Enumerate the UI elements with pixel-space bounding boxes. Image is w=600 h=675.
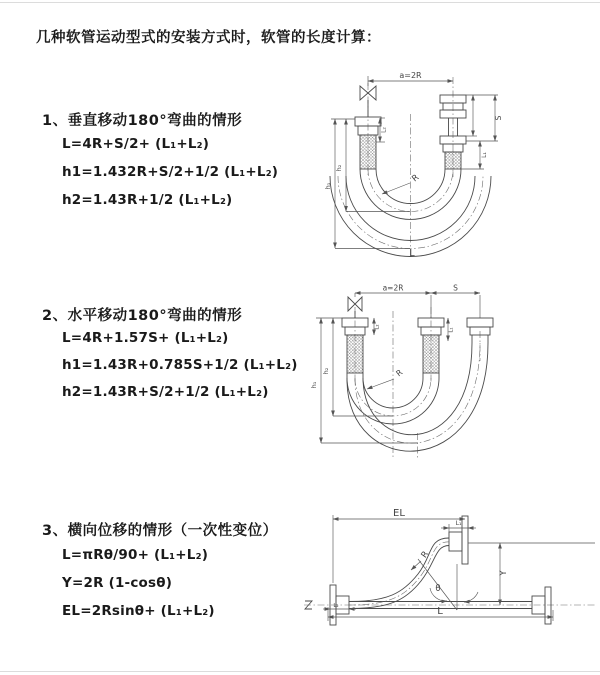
dimension-heights [316, 318, 418, 443]
dim-label-span: a=2R [382, 283, 404, 293]
dim-label-el: EL [393, 508, 405, 519]
angle-construction [418, 559, 478, 610]
section-3-formula-Y: Y=2R (1-cosθ) [62, 575, 173, 591]
dim-label-l1: L₁ [448, 327, 455, 333]
dim-label-h1: h₁ [324, 182, 332, 190]
section-3-formula-L: L=πRθ/90+ (L₁+L₂) [62, 547, 209, 563]
dim-label-radius: R [410, 172, 422, 185]
section-2-formula-h2: h2=1.43R+S/2+1/2 (L₁+L₂) [62, 384, 269, 400]
left-braided-hose-section [347, 335, 363, 373]
section-2-formula-h1: h1=1.43R+0.785S+1/2 (L₁+L₂) [62, 357, 298, 373]
dim-label-length: L [437, 606, 443, 617]
left-braided-hose-section [360, 135, 376, 169]
page-top-border [0, 2, 600, 3]
dim-label-l2: L₂ [333, 603, 339, 609]
dim-label-span: a=2R [399, 71, 422, 80]
centerlines [368, 77, 453, 257]
valve-icon [360, 86, 376, 117]
page-bottom-border [0, 671, 600, 672]
diagram-horizontal-180-bend [308, 283, 600, 465]
dimension-y [468, 543, 595, 605]
radius-leader [367, 379, 394, 389]
dimension-s-l1 [461, 95, 498, 169]
dim-label-length: L [409, 248, 415, 259]
middle-braided-hose-section [423, 335, 439, 373]
section-2-formula-L: L=4R+1.57S+ (L₁+L₂) [62, 330, 229, 346]
hose-centerline-shifted [355, 343, 480, 443]
section-1-formula-L: L=4R+S/2+ (L₁+L₂) [62, 136, 210, 152]
dim-label-l2: L₂ [374, 324, 381, 330]
radius-leader [411, 561, 421, 570]
dim-label-h1: h₁ [310, 381, 318, 389]
section-1-heading: 1、垂直移动180°弯曲的情形 [42, 113, 243, 129]
dimension-span-s [355, 293, 480, 318]
dim-label-s: S [453, 283, 458, 293]
section-1-formula-h2: h2=1.43R+1/2 (L₁+L₂) [62, 192, 233, 208]
diagram-vertical-180-bend [315, 64, 600, 259]
dim-label-radius: R [419, 549, 432, 561]
dim-label-y: Y [499, 570, 509, 576]
diagram-lateral-displacement [300, 503, 600, 651]
shifted-end-fitting [467, 318, 493, 343]
dim-label-s: S [494, 115, 503, 121]
dimension-el [333, 515, 465, 583]
section-3-heading: 3、横向位移的情形（一次性变位） [42, 523, 278, 539]
dim-label-h2: h₂ [322, 367, 330, 375]
right-flange [532, 587, 551, 624]
dim-label-theta: θ [435, 584, 441, 594]
page-title: 几种软管运动型式的安装方式时，软管的长度计算： [36, 30, 381, 46]
dim-label-l1: L₁ [481, 152, 488, 158]
dim-label-l1: L₁ [455, 520, 462, 527]
section-1-formula-h1: h1=1.432R+S/2+1/2 (L₁+L₂) [62, 164, 279, 180]
dim-label-l2: L₂ [380, 127, 388, 133]
dim-label-h2: h₂ [335, 164, 343, 172]
section-2-heading: 2、水平移动180°弯曲的情形 [42, 308, 243, 324]
dim-label-radius: R [394, 367, 405, 379]
displaced-hose-curve [349, 538, 449, 609]
radius-leader [382, 183, 410, 194]
section-3-formula-EL: EL=2Rsinθ+ (L₁+L₂) [62, 603, 215, 619]
right-braided-hose-section [445, 152, 461, 169]
